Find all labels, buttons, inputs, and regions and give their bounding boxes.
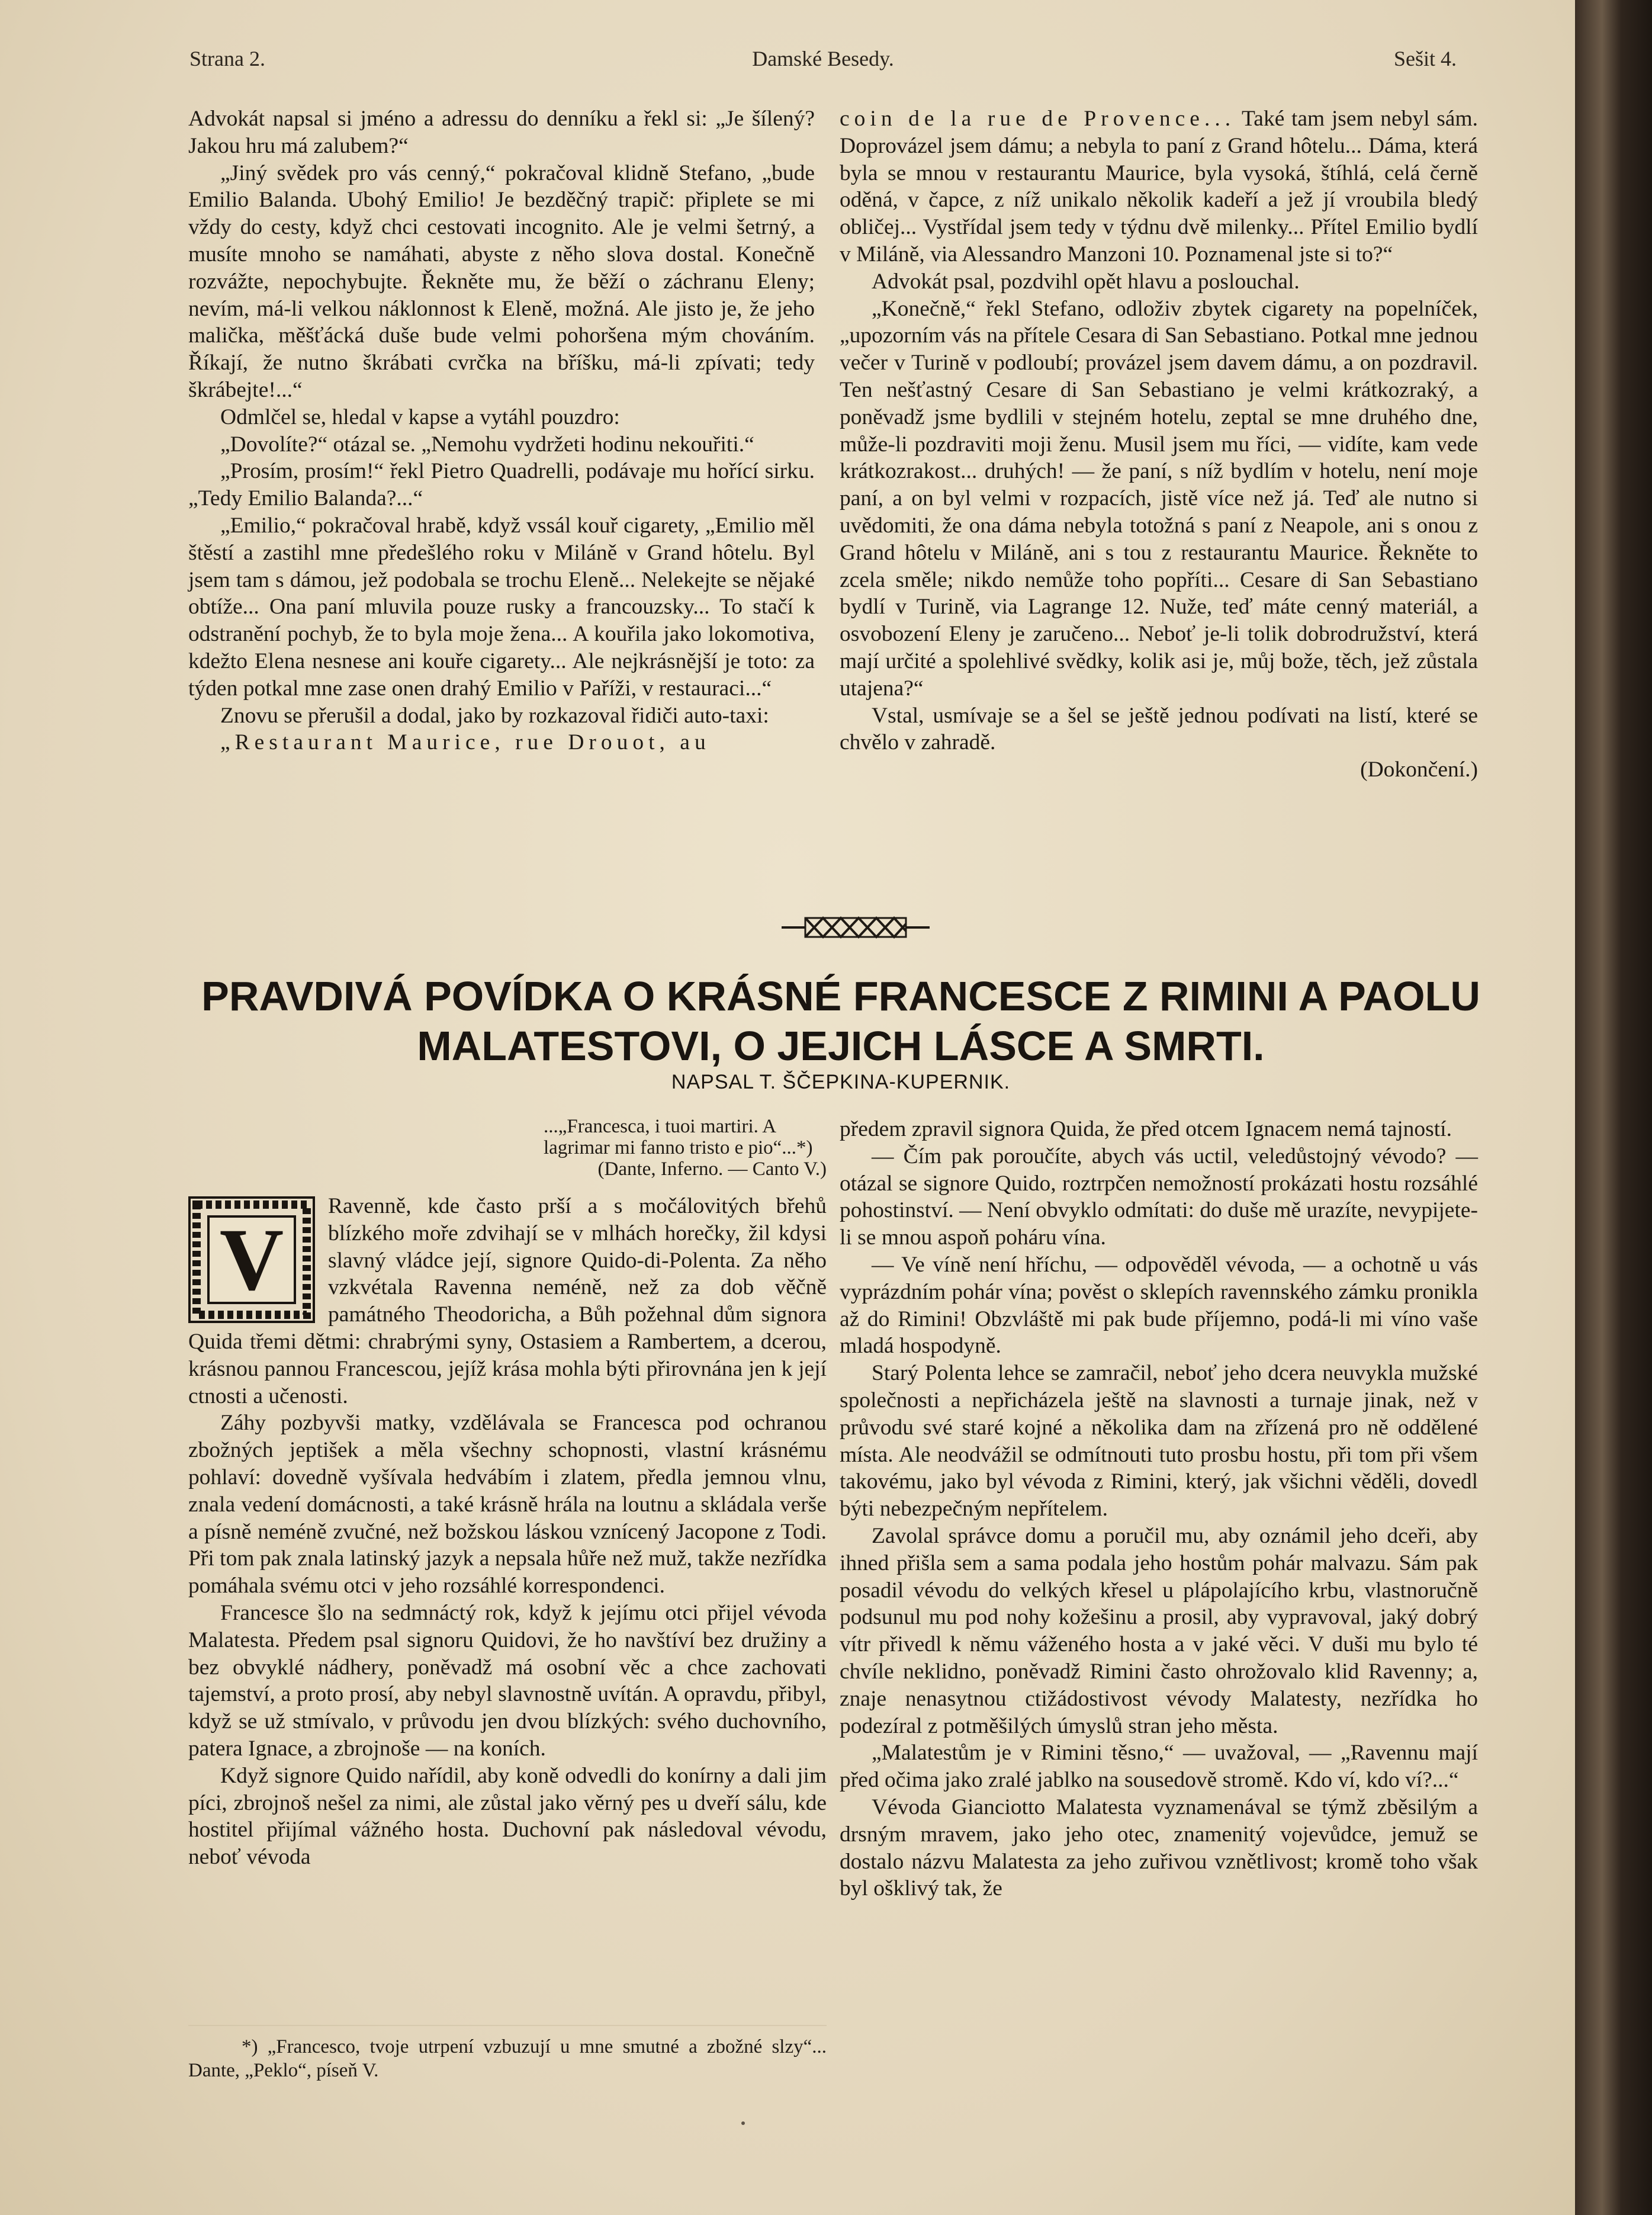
paragraph: Zavolal správce domu a poručil mu, aby oznámil jeho dceři, aby ihned přišla sem a sama podala jeho hostům pohár malvazu. Sám pak posadil vévodu do velkých křesel u plápolajícího krbu, vlastnoručně podsunul mu pod nohy kožešinu a prosil, aby vypravoval, jaký dobrý vítr přivedl k němu váženého hosta a v jaké věci. V duši mu bylo té chvíle neklidno, poněvadž Rimini často ohrožovalo klid Ravenny; a, znaje nenasytnou ctižádostivost vévody Malatesty, nezřídka ho podezíral z potměšilých úmyslů stran jeho města. [840,1523,1478,1738]
paragraph: Znovu se přerušil a dodal, jako by rozkazoval řidiči auto-taxi: [220,703,769,728]
book-binding-edge [1575,0,1652,2215]
paragraph: Advokát psal, pozdvihl opět hlavu a poslouchal. [872,269,1300,294]
epigraph-text: ...„Francesca, i tuoi martiri. A lagrimar mi fanno tristo e pio“...*) [544,1116,813,1158]
paragraph: Vstal, usmívaje se a šel se ještě jednou podívati na listí, které se chvělo v zahradě. [840,703,1478,755]
paragraph-text: Také tam jsem nebyl sám. Doprovázel jsem dámu; a nebyla to paní z Grand hôtelu... Dáma, která byla se mnou v restaurantu Maurice, byla vysoká, štíhlá, celá černě oděná, v čapce, z níž unikalo několik kadeří a jež jí vroubila bledý obličej... Vystřídal jsem tedy v týdnu dvě milenky... Přítel Emilio bydlí v Miláně, via Alessandro Manzoni 10. Poznamenal jste si to?“ [840,107,1478,267]
spaced-address-end: coin de la rue de Provence... [840,107,1236,131]
drop-cap-letter: V [219,1211,284,1309]
story-left-column [188,1116,827,1871]
running-head [189,46,1457,82]
paragraph: Když signore Quido nařídil, aby koně odvedli do konírny a dali jim píci, zbrojnoš nešel za nimi, ale zůstal jako věrný pes u dveří sálu, kde hostitel přijímal vážného hosta. Duchovní pak následoval vévodu, neboť vévoda [188,1763,827,1870]
page-speck [741,2121,745,2125]
issue-number: Sešit 4. [1393,47,1457,70]
paragraph [840,105,1478,268]
drop-cap [188,1196,315,1323]
paragraph: Odmlčel se, hledal v kapse a vytáhl pouzdro: [220,405,620,429]
footnote [188,2035,827,2082]
paragraph: „Malatestům je v Rimini těsno,“ — uvažoval, — „Ravennu mají před očima jako zralé jablko na sousedově stromě. Kdo ví, kdo ví?...“ [840,1741,1478,1793]
story-title: PRAVDIVÁ POVÍDKA O KRÁSNÉ FRANCESCE Z RIMINI A PAOLU MALATESTOVI, O JEJICH LÁSCE A SMRTI. [201,973,1480,1069]
page-number: Strana 2. [189,47,265,70]
paragraph: — Čím pak poroučíte, abych vás uctil, veledůstojný vévodo? — otázal se signore Quido, roztrpčen nemožností prokázati hostu rozsáhlé pohostinství. — Není obvyklo odmítati: do duše mě urazíte, nevypijete-li se mnou aspoň poháru vína. [840,1144,1478,1250]
section-divider-ornament [782,916,930,939]
paragraph: Francesce šlo na sedmnáctý rok, když k jejímu otci přijel vévoda Malatesta. Předem psal signoru Quidovi, že ho navštíví bez družiny a bez obvyklé nádhery, poněvadž má osobní věc a chce zachovati tajemství, a proto prosí, aby nebyl slavnostně uvítán. A opravdu, přibyl, když se už stmívalo, v průvodu jen dvou blízkých: svého duchovního, patera Ignace, a zbrojnoše — na koních. [188,1600,827,1761]
paragraph: — Ve víně není hříchu, — odpověděl vévoda, — a ochotně u vás vyprázdním pohár vína; pověst o sklepích ravennského zámku pronikla až do Rimini! Obzvláště mi pak bude příjemno, podá-li mi víno vaše mladá hospodyně. [840,1252,1478,1359]
story-author: NAPSAL T. ŠČEPKINA-KUPERNIK. [671,1071,1011,1093]
magazine-title: Damské Besedy. [752,47,894,70]
paragraph: „Konečně,“ řekl Stefano, odloživ zbytek cigarety na popelníček, „upozorním vás na přítele Cesara di San Sebastiano. Potkal mne jednou večer v Turině v podloubí; provázel jsem davem dámu, a on pozdravil. Ten nešťastný Cesare di San Sebastiano je velmi krátkozraký, a poněvadž jsme bydlili v stejném hotelu, zeptal se mne druhého dne, může-li pozdraviti moji ženu. Musil jsem mu říci, — vidíte, kam vede krátkozrakost... druhých! — že paní, s níž bydlím v hotelu, není moje paní, a on byl velmi v rozpacích, jistě více než já. Teď ale nutno si uvědomiti, že ona dáma nebyla totožná s paní z Neapole, ani s onou z Grand hôtelu v Miláně, ani s tou z restaurantu Maurice. Řekněte to zcela směle; nikdo nemůže toho popříti... Cesare di San Sebastiano bydlí v Turině, via Lagrange 12. Nuže, teď máte cenný materiál, a osvobození Eleny je zaručeno... Neboť je-li tolik dobrodružství, která mají určité a spolehlivé svědky, kolik asi je, můj bože, těch, jež zůstala utajena?“ [840,296,1478,701]
opening-paragraph [188,1193,827,1410]
paragraph: Záhy pozbyvši matky, vzdělávala se Francesca pod ochranou zbožných jeptišek a měla všechny schopnosti, vlastní krásnému pohlaví: dovedně vyšívala hedvábím i zlatem, předla jemnou vlnu, znala vedení domácnosti, a také krásně hrála na loutnu a skládala verše a písně neméně zvučné, než božskou láskou vznícený Jacopone z Todi. Při tom pak znala latinský jazyk a nepsala hůře než muž, takže nezřídka pomáhala svému otci v jeho rozsáhlé korrespondenci. [188,1411,827,1598]
epigraph [544,1116,827,1180]
footnote-text: *) „Francesco, tvoje utrpení vzbuzují u mne smutné a zbožné slzy“... Dante, „Peklo“, píseň V. [188,2036,827,2081]
paragraph: Advokát napsal si jméno a adressu do denníku a řekl si: „Je šílený? Jakou hru má zalubem?“ [188,107,815,158]
paragraph: „Jiný svědek pro vás cenný,“ pokračoval klidně Stefano, „bude Emilio Balanda. Ubohý Emilio! Je bezděčný trapič: připlete se mi vždy do cesty, když chci cestovati incognito. Ale je velmi šetrný, a musíte mnoho se namáhati, abyste z něho slova dostal. Konečně rozvážte, nepochybujte. Řekněte mu, že běží o záchranu Eleny; nevím, má-li velkou náklonnost k Eleně, možná. Ale jisto je, že jeho malička, měšťácká duše bude velmi pohoršena mým chováním. Říkají, že nutno škrábati cvrčka na bříšku, má-li zpívati; tedy škrábejte!...“ [188,160,815,402]
spaced-address: „Restaurant Maurice, rue Drouot, au [220,730,711,755]
story-right-column [840,1116,1478,1902]
footnote-rule [188,2024,827,2027]
paragraph: Vévoda Gianciotto Malatesta vyznamenával se týmž zběsilým a drsným mravem, jako jeho otec, znamenitý vojevůdce, jemuž se dostalo názvu Malatesta za jeho zuřivou vznětlivost; kromě toho však byl ošklivý tak, že [840,1795,1478,1901]
paragraph: „Dovolíte?“ otázal se. „Nemohu vydržeti hodinu nekouřiti.“ [220,432,754,457]
paragraph: předem zpravil signora Quida, že před otcem Ignacem nemá tajností. [840,1117,1452,1141]
paragraph-text: Ravenně, kde často prší a s močálovitých břehů blízkého moře zdvihají se v mlhách horečky, žil kdysi slavný vládce její, signore Quido-di-Polenta. Za něho vzkvétala Ravenna neméně, než za dob věčně památného Theodoricha, a Bůh požehnal dům signora Quida třemi dětmi: chrabrými syny, Ostasiem a Rambertem, a dcerou, krásnou pannou Francescou, jejíž krása mohla býti přirovnána jen k její ctnosti a učenosti. [188,1194,827,1408]
paragraph: „Prosím, prosím!“ řekl Pietro Quadrelli, podávaje mu hořící sirku. „Tedy Emilio Balanda?...“ [188,459,815,511]
story-continuation-right-column [840,105,1478,784]
continuation-line [840,756,1478,784]
paragraph: „Emilio,“ pokračoval hrabě, když vssál kouř cigarety, „Emilio měl štěstí a zastihl mne předešlého roku v Miláně v Grand hôtelu. Byl jsem tam s dámou, jež podobala se trochu Eleně... Nelekejte se nějaké obtíže... Ona paní mluvila pouze rusky a francouzsky... To stačí k odstranění pochyb, že to byla moje žena... A kouřila jako lokomotiva, kdežto Elena nesnese ani kouře cigarety... Ale nejkrásnější je toto: za týden potkal mne zase onen drahý Emilio v Paříži, v restauraci...“ [188,513,815,701]
to-be-continued-note: (Dokončení.) [1360,757,1478,782]
story-continuation-left-column [188,105,815,756]
paragraph: Starý Polenta lehce se zamračil, neboť jeho dcera neuvykla mužské společnosti a nepřicházela ještě na slavnosti a turnaje jinak, než v průvodu své staré kojné a několika dam na zřízená pro ně oddělené místa. Ale neodvážil se odmítnouti tuto prosbu hostu, při tom při všem takovému, jako byl vévoda z Rimini, který, jak všichni věděli, dovedl býti nebezpečným nepřítelem. [840,1361,1478,1521]
epigraph-source: (Dante, Inferno. — Canto V.) [597,1158,827,1180]
